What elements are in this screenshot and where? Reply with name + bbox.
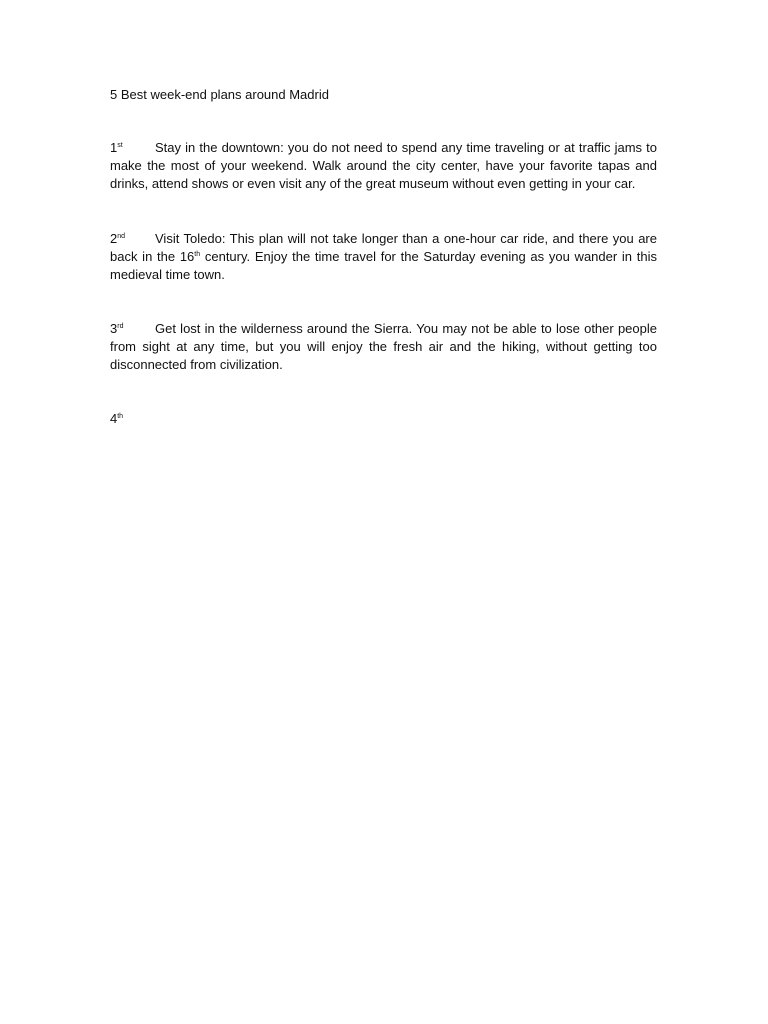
list-item-3 <box>110 320 657 374</box>
list-item-1 <box>110 139 657 193</box>
list-item-2 <box>110 230 657 284</box>
ordinal-3: 3rd <box>110 321 124 336</box>
list-item-4 <box>110 410 657 428</box>
item-2-text-a: Visit Toledo: This plan will not take longer than a one-hour car ride, and there you are back in the 16 <box>110 231 657 264</box>
ordinal-1: 1st <box>110 140 123 155</box>
ordinal-2: 2nd <box>110 231 126 246</box>
item-2-text-b: century. Enjoy the time travel for the Saturday evening as you wander in this medieval time town. <box>110 249 657 282</box>
document-title: 5 Best week-end plans around Madrid <box>110 87 329 102</box>
item-2-superscript: th <box>194 251 201 258</box>
item-1-text: Stay in the downtown: you do not need to spend any time traveling or at traffic jams to make the most of your weekend. Walk around the city center, have your favorite tapas and drinks, attend shows or even visit any of the great museum without even getting in your car. <box>110 140 657 191</box>
item-3-text: Get lost in the wilderness around the Sierra. You may not be able to lose other people from sight at any time, but you will enjoy the fresh air and the hiking, without getting too disconnected from civilization. <box>110 321 657 372</box>
ordinal-4: 4th <box>110 411 124 426</box>
